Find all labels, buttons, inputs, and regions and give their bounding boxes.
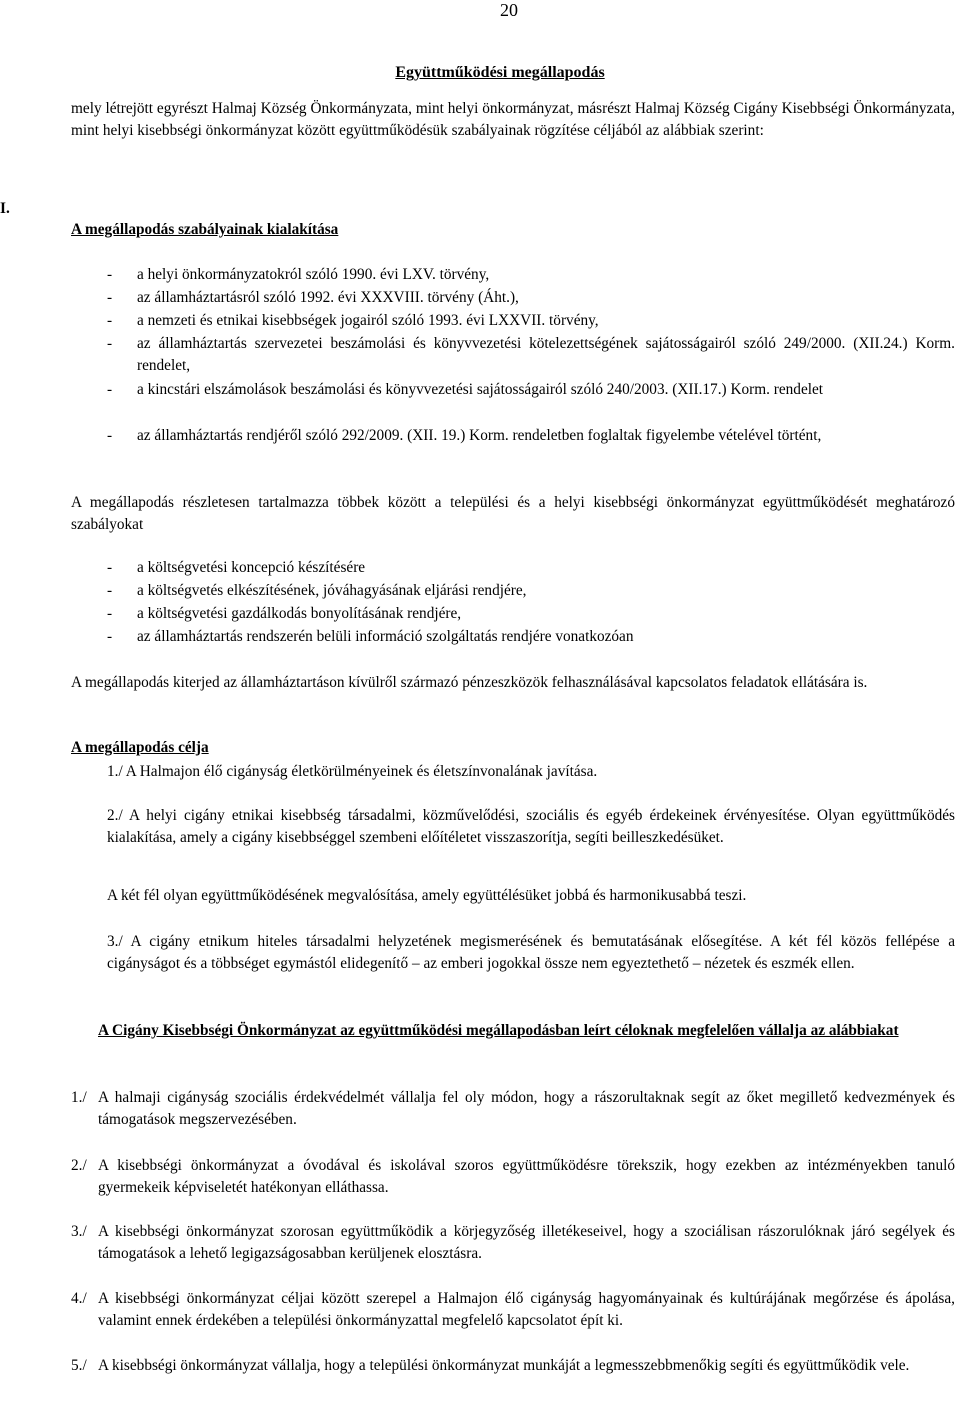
document-title: Együttműködési megállapodás <box>395 64 605 81</box>
commitment-number: 1./ <box>71 1089 87 1106</box>
commitment-number: 2./ <box>71 1157 87 1174</box>
list-item-text: a költségvetési gazdálkodás bonyolításának rendjére, <box>137 605 462 622</box>
commitment-text: A halmaji cigányság szociális érdekvédelmét vállalja fel oly módon, hogy a rászorultaknak segít az őket megillető kedvezmények és támogatások megszervezésében. <box>98 1089 955 1128</box>
commitment-text: A kisebbségi önkormányzat a óvodával és iskolával szoros együttműködésre törekszik, hogy ezekben az intézményekben tanuló gyermekeik képviseletét hatékonyan elláthassa. <box>98 1157 955 1196</box>
section-numeral: I. <box>0 200 10 217</box>
list-item-text: az államháztartás szervezetei beszámolási és könyvvezetési kötelezettségének sajátosságairól szóló 249/2000. (XII.24.) Korm. rendelet, <box>137 335 955 374</box>
list-item-text: a kincstári elszámolások beszámolási és könyvvezetési sajátosságairól szóló 240/2003. (XII.17.) Korm. rendelet <box>137 381 824 398</box>
commitment-number: 3./ <box>71 1223 87 1240</box>
list-item-text: a nemzeti és etnikai kisebbségek jogairól szóló 1993. évi LXXVII. törvény, <box>137 312 599 329</box>
commitment-text: A kisebbségi önkormányzat szorosan együttműködik a körjegyzőség illetékeseivel, hogy a szociálisan rászorulóknak járó segélyek és támogatások a lehető legigazságosabban kerüljenek elosztásra. <box>98 1223 955 1262</box>
commitment-text: A kisebbségi önkormányzat céljai között szerepel a Halmajon élő cigányság hagyományainak és kultúrájának megőrzése és ápolása, valamint ennek érdekében a települési önkormányzattal megfelelő kapcsolatot épít ki. <box>98 1290 955 1329</box>
goal-item: 3./ A cigány etnikum hiteles társadalmi helyzetének megismerésének és bemutatásának elősegítése. A két fél közös fellépése a cigányságot és a többséget egymástól elidegenítő – az emberi jogokkal össze nem egyeztethető – nézetek és eszmék ellen. <box>107 933 955 972</box>
list-item-text: a helyi önkormányzatokról szóló 1990. évi LXV. törvény, <box>137 266 490 283</box>
page-number: 20 <box>500 0 518 20</box>
commitment-item <box>71 1087 955 1131</box>
commitment-item <box>71 1288 955 1332</box>
list-item-text: az államháztartásról szóló 1992. évi XXXVIII. törvény (Áht.), <box>137 289 519 306</box>
list-item-text: az államháztartás rendszerén belüli információ szolgáltatás rendjére vonatkozóan <box>137 628 634 645</box>
list-item-text: a költségvetés elkészítésének, jóváhagyásának eljárási rendjére, <box>137 582 527 599</box>
list-item: - az államháztartás rendszerén belüli információ szolgáltatás rendjére vonatkozóan <box>107 628 634 645</box>
commitment-item <box>71 1221 955 1265</box>
commitment-number: 4./ <box>71 1290 87 1307</box>
list-item: - a költségvetés elkészítésének, jóváhagyásának eljárási rendjére, <box>107 582 527 599</box>
list-item-text: az államháztartás rendjéről szóló 292/2009. (XII. 19.) Korm. rendeletben foglaltak figyelembe vételével történt, <box>137 427 822 444</box>
scope-paragraph: A megállapodás kiterjed az államháztartáson kívülről származó pénzeszközök felhasználásával kapcsolatos feladatok ellátására is. <box>71 674 868 691</box>
list-item-text: a költségvetési koncepció készítésére <box>137 559 366 576</box>
details-paragraph: A megállapodás részletesen tartalmazza többek között a települési és a helyi kisebbségi önkormányzat együttműködését meghatározó szabályokat <box>71 494 955 533</box>
list-item: - a költségvetési koncepció készítésére <box>107 559 366 576</box>
list-item: - az államháztartásról szóló 1992. évi XXXVIII. törvény (Áht.), <box>107 289 519 306</box>
list-item: - a helyi önkormányzatokról szóló 1990. évi LXV. törvény, <box>107 266 490 283</box>
commitment-number: 5./ <box>71 1357 87 1374</box>
commitment-heading: A Cigány Kisebbségi Önkormányzat az együttműködési megállapodásban leírt céloknak megfelelően vállalja az alábbiakat <box>98 1022 899 1039</box>
list-item: - az államháztartás rendjéről szóló 292/2009. (XII. 19.) Korm. rendeletben foglaltak figyelembe vételével történt, <box>107 427 822 444</box>
commitment-item <box>71 1355 955 1377</box>
goal-item: 1./ A Halmajon élő cigányság életkörülményeinek és életszínvonalának javítása. <box>107 763 598 780</box>
goal-heading: A megállapodás célja <box>71 739 209 756</box>
commitment-text: A kisebbségi önkormányzat vállalja, hogy a települési önkormányzat munkáját a legmesszebbmenőkig segíti és együttműködik vele. <box>98 1357 910 1374</box>
list-item: - a költségvetési gazdálkodás bonyolításának rendjére, <box>107 605 462 622</box>
goal-item: 2./ A helyi cigány etnikai kisebbség társadalmi, közművelődési, szociális és egyéb érdekeinek érvényesítése. Olyan együttműködés kialakítása, amely a cigány kisebbséggel szembeni előítéletet visszaszorítja, segíti beilleszkedésüket. <box>107 807 955 846</box>
goal-item: A két fél olyan együttműködésének megvalósítása, amely együttélésüket jobbá és harmonikusabbá teszi. <box>107 887 747 904</box>
commitment-item <box>71 1155 955 1199</box>
list-item: - a kincstári elszámolások beszámolási és könyvvezetési sajátosságairól szóló 240/2003. (XII.17.) Korm. rendelet <box>107 381 824 398</box>
list-item: - az államháztartás szervezetei beszámolási és könyvvezetési kötelezettségének sajátosságairól szóló 249/2000. (XII.24.) Korm. rendelet, <box>107 335 955 374</box>
section-heading: A megállapodás szabályainak kialakítása <box>71 221 339 238</box>
list-item: - a nemzeti és etnikai kisebbségek jogairól szóló 1993. évi LXXVII. törvény, <box>107 312 599 329</box>
intro-paragraph: mely létrejött egyrészt Halmaj Község Önkormányzata, mint helyi önkormányzat, másrészt Halmaj Község Cigány Kisebbségi Önkormányzata, mint helyi kisebbségi önkormányzat között együttműködésük szabályainak rögzítése céljából az alábbiak szerint: <box>71 100 955 139</box>
